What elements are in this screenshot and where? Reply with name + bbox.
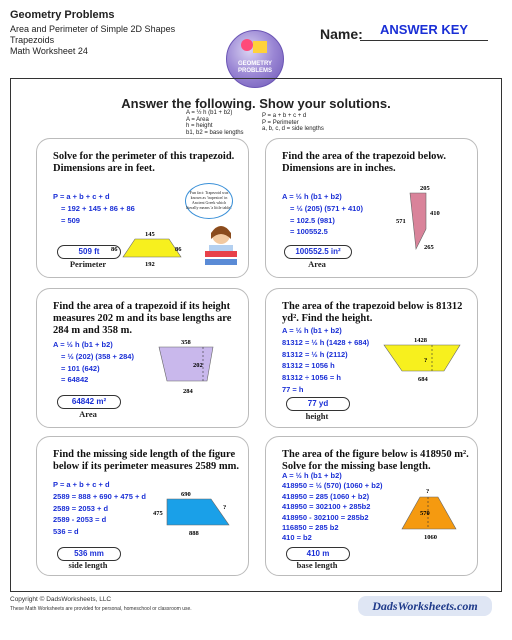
bottom-label-holder — [181, 385, 211, 397]
bottom-label: 684 — [418, 376, 428, 383]
solution-step: A = ½ h (b1 + b2) — [282, 471, 342, 480]
logo-line2: PROBLEMS — [237, 68, 272, 74]
subtitle-line3: Math Worksheet 24 — [10, 46, 88, 56]
perimeter-formula-legend — [262, 113, 324, 133]
solution-step: 418950 = 285 (1060 + b2) — [282, 491, 370, 501]
solution-steps — [53, 479, 146, 538]
height-label: 570 — [420, 510, 430, 517]
top-label: 205 — [420, 185, 430, 192]
trapezoid-diagram — [398, 483, 470, 543]
solution-steps — [282, 471, 383, 544]
solution-step: P = a + b + c + d — [53, 192, 110, 201]
right-label: 410 — [430, 210, 440, 217]
solution-step: 2589 - 2053 = d — [53, 515, 107, 525]
solution-step: = ½ (205) (571 + 410) — [290, 203, 363, 213]
subtitle-line1: Area and Perimeter of Simple 2D Shapes — [10, 24, 176, 34]
answer-box: 410 m — [286, 547, 350, 561]
right-label: 86 — [175, 246, 182, 253]
answer-key-field: ANSWER KEY — [360, 22, 488, 41]
problem-card-6 — [265, 436, 478, 576]
answer-box: 509 ft — [57, 245, 121, 259]
solution-step: 77 = h — [282, 384, 304, 394]
problem-card-1 — [36, 138, 249, 278]
question-text: Find the area of the trapezoid below. Dimensions are in inches. — [282, 151, 447, 174]
area-formula-legend — [186, 110, 244, 136]
problem-card-4 — [265, 288, 478, 428]
solution-steps — [282, 325, 369, 396]
answer-unit-label: Area — [79, 409, 97, 419]
trapezoid-diagram — [111, 229, 203, 269]
answer-unit-label: Perimeter — [69, 259, 107, 269]
solution-step: A = ½ h (b1 + b2) — [53, 340, 113, 349]
solution-step: 418950 - 302100 = 285b2 — [282, 512, 369, 522]
formula-line: A = Area — [186, 116, 209, 123]
solution-step: 81312 = ½ h (1428 + 684) — [282, 337, 370, 347]
solution-step: = 100552.5 — [290, 227, 328, 237]
logo-line1: GEOMETRY — [237, 61, 273, 67]
formula-line: P = a + b + c + d — [262, 113, 307, 119]
trapezoid-diagram — [396, 183, 460, 255]
left-label: 475 — [153, 510, 163, 517]
solution-step: 536 = d — [53, 527, 79, 537]
trapezoid-diagram — [382, 329, 462, 387]
solution-step: 2589 = 888 + 690 + 475 + d — [53, 491, 146, 501]
solution-steps — [53, 191, 135, 226]
solution-step: 410 = b2 — [282, 533, 312, 543]
name-label: Name: — [320, 26, 363, 42]
problem-card-5 — [36, 436, 249, 576]
question-text: Find the area of a trapezoid if its height measures 202 m and its base lengths are 284 m and 358 m. — [53, 301, 232, 336]
subtitle-line2: Trapezoids — [10, 35, 55, 45]
formula-line: P = Perimeter — [262, 119, 299, 126]
blue-trapezoid — [167, 499, 229, 525]
answer-unit-label: base length — [296, 560, 338, 570]
solution-step: 81312 = 1056 h — [282, 361, 335, 371]
instruction-text: Answer the following. Show your solutions. — [121, 96, 391, 111]
girl-reading-icon — [201, 223, 241, 269]
answer-box: 536 mm — [57, 547, 121, 561]
solution-step: = 101 (642) — [61, 363, 100, 373]
bottom-label: 192 — [145, 261, 155, 268]
answer-box: 100552.5 in² — [284, 245, 352, 259]
solution-step: 81312 ÷ 1056 = h — [282, 373, 341, 383]
solution-step: = 102.5 (981) — [290, 215, 335, 225]
solution-step: 2589 = 2053 + d — [53, 503, 109, 513]
solution-step: A = ½ h (b1 + b2) — [282, 326, 342, 335]
formula-line: b1, b2 = base lengths — [186, 129, 244, 136]
trapezoid-diagram — [153, 489, 237, 537]
question-text: The area of the figure below is 418950 m². Solve for the missing base length. — [282, 449, 469, 472]
solution-steps — [53, 339, 134, 386]
solution-step: 116850 = 285 b2 — [282, 523, 339, 533]
solution-step: 81312 = ½ h (2112) — [282, 349, 348, 359]
problem-card-3 — [36, 288, 249, 428]
logo-text — [227, 61, 283, 75]
height-label: ? — [424, 357, 428, 364]
solution-step: = 509 — [61, 215, 80, 225]
trapezoid-diagram — [159, 337, 231, 387]
left-label: 86 — [111, 246, 118, 253]
book — [205, 251, 237, 257]
logo-circle-shape — [241, 39, 253, 51]
problem-card-2 — [265, 138, 478, 278]
solution-step: = 192 + 145 + 86 + 86 — [61, 203, 135, 213]
left-label: 571 — [396, 218, 406, 225]
answer-unit-label: side length — [68, 560, 108, 570]
top-label: 145 — [145, 231, 155, 238]
solution-step: A = ½ h (b1 + b2) — [282, 192, 342, 201]
bottom-label: 888 — [189, 530, 199, 537]
top-label: 358 — [181, 339, 191, 346]
solution-step: = 64842 — [61, 375, 89, 385]
answer-unit-label: height — [305, 411, 329, 421]
bottom-label: 1060 — [424, 534, 437, 541]
answer-box: 77 yd — [286, 397, 350, 411]
pink-trapezoid — [410, 193, 426, 249]
question-text: The area of the trapezoid below is 81312 yd². Find the height. — [282, 301, 463, 324]
solution-step: P = a + b + c + d — [53, 480, 110, 489]
yellow-trapezoid — [384, 345, 460, 371]
top-label: 1428 — [414, 337, 427, 344]
book-stack — [205, 259, 237, 265]
formula-line: A = ½ h (b1 + b2) — [186, 110, 233, 116]
logo-square-shape — [253, 41, 267, 53]
solution-step: 418950 = 302100 + 285b2 — [282, 502, 371, 512]
bottom-label: 265 — [424, 244, 434, 251]
answer-unit-label: Area — [308, 259, 326, 269]
yellow-trapezoid — [123, 239, 181, 257]
solution-step: = ½ (202) (358 + 284) — [61, 351, 134, 361]
fun-fact-bubble: Fun fact: Trapezoid was known as 'trapezion' in Ancient Greek which literally means 'a little table'. — [185, 183, 233, 219]
worksheet-title: Geometry Problems — [10, 9, 115, 21]
formula-line: h = height — [186, 123, 213, 129]
solution-step: 418950 = ½ (570) (1060 + b2) — [282, 481, 383, 491]
question-text: Solve for the perimeter of this trapezoid. Dimensions are in feet. — [53, 151, 235, 174]
right-label: ? — [223, 504, 227, 511]
bottom-label: 284 — [183, 388, 193, 395]
usage-note: These Math Worksheets are provided for personal, homeschool or classroom use. — [10, 606, 192, 612]
dadsworksheets-logo: DadsWorksheets.com — [358, 596, 492, 616]
copyright-text: Copyright © DadsWorksheets, LLC — [10, 596, 112, 603]
solution-steps — [282, 191, 363, 238]
question-text: Find the missing side length of the figure below if its perimeter measures 2589 mm. — [53, 449, 239, 472]
formula-line: a, b, c, d = side lengths — [262, 126, 324, 132]
top-label: ? — [426, 488, 430, 495]
violet-trapezoid — [159, 347, 213, 381]
top-label: 690 — [181, 491, 191, 498]
answer-box: 64842 m² — [57, 395, 121, 409]
height-label: 202 — [193, 362, 203, 369]
